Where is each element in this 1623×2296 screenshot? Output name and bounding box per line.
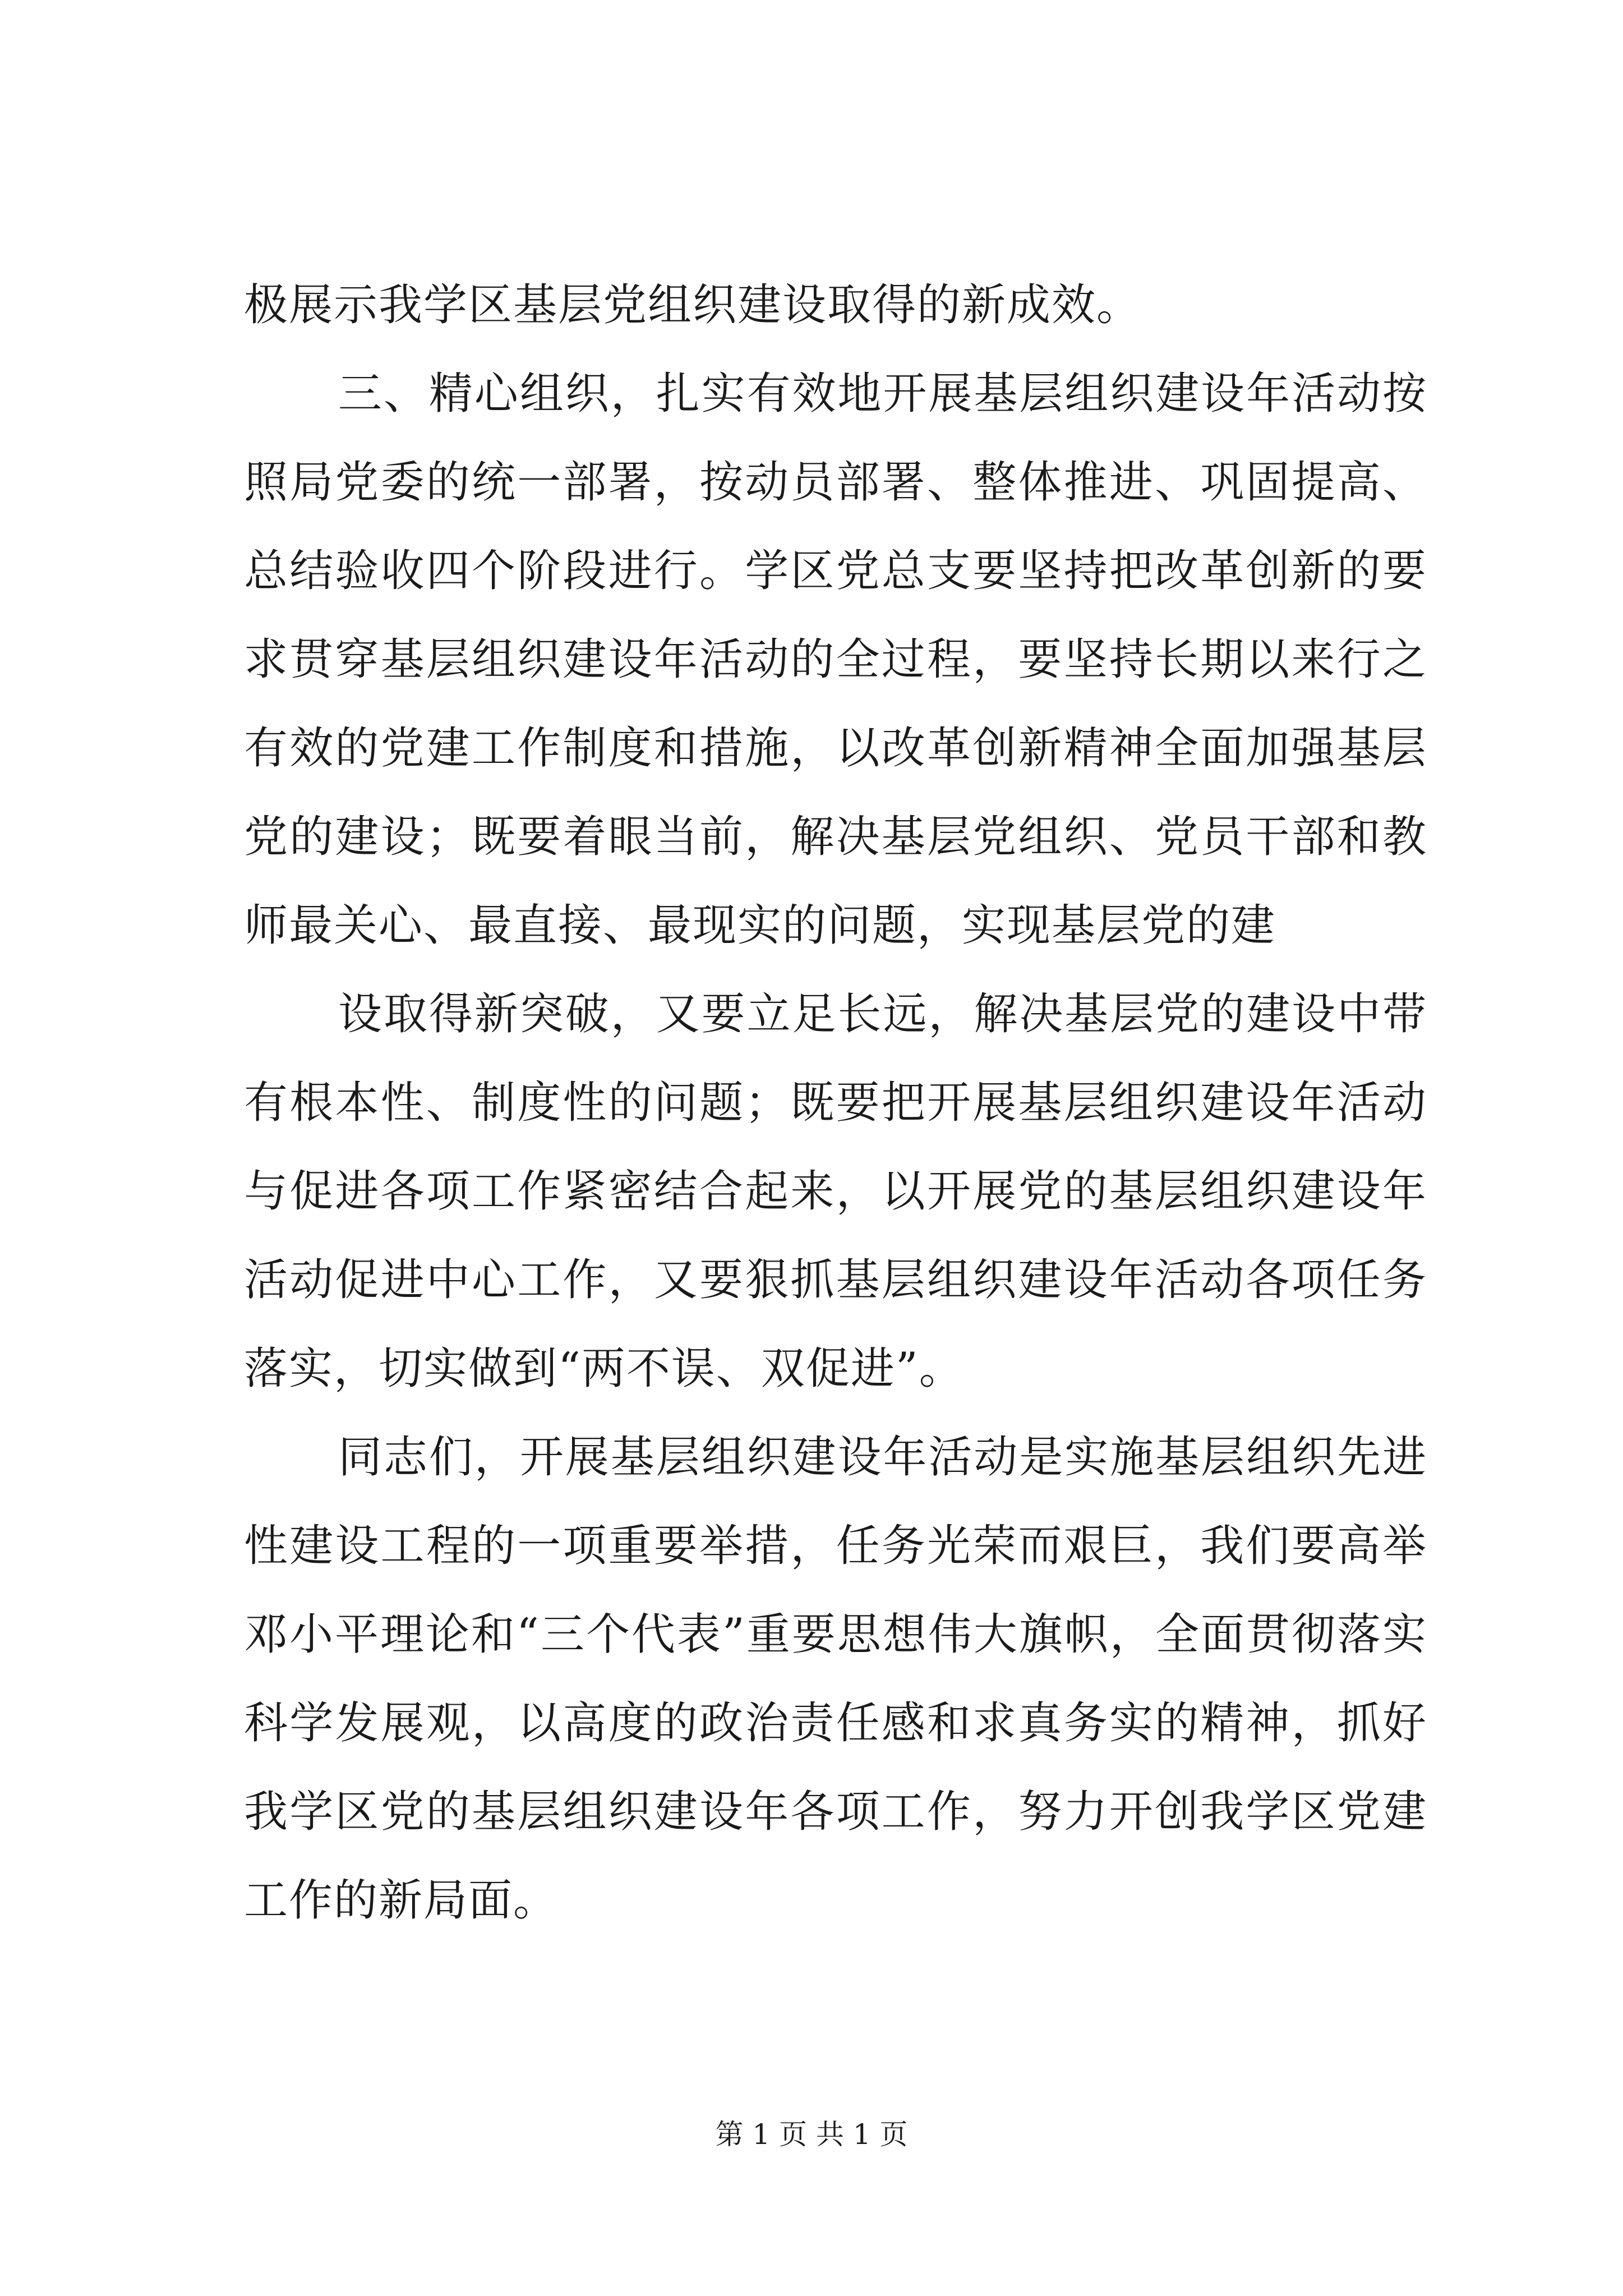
paragraph-1: 极展示我学区基层党组织建设取得的新成效。 [244,280,1142,330]
paragraph-4: 同志们，开展基层组织建设年活动是实施基层组织先进性建设工程的一项重要举措，任务光荣而艰巨，我们要高举邓小平理论和“三个代表”重要思想伟大旗帜，全面贯彻落实科学发展观，以高度的政治责任感和求真务实的精神，抓好我学区党的基层组织建设年各项工作，努力开创我学区党建工作的新局面。 [244,1432,1427,1926]
page-number-label: 第 1 页 共 1 页 [715,2118,908,2151]
page-footer [0,2115,1623,2154]
paragraph-2: 三、精心组织，扎实有效地开展基层组织建设年活动按照局党委的统一部署，按动员部署、整体推进、巩固提高、总结验收四个阶段进行。学区党总支要坚持把改革创新的要求贯穿基层组织建设年活动的全过程，要坚持长期以来行之有效的党建工作制度和措施，以改革创新精神全面加强基层党的建设；既要着眼当前，解决基层党组织、党员干部和教师最关心、最直接、最现实的问题，实现基层党的建 [244,369,1427,951]
document-body [244,261,1427,1945]
paragraph-3: 设取得新突破，又要立足长远，解决基层党的建设中带有根本性、制度性的问题；既要把开展基层组织建设年活动与促进各项工作紧密结合起来，以开展党的基层组织建设年活动促进中心工作，又要狠抓基层组织建设年活动各项任务落实，切实做到“两不误、双促进”。 [244,989,1427,1394]
